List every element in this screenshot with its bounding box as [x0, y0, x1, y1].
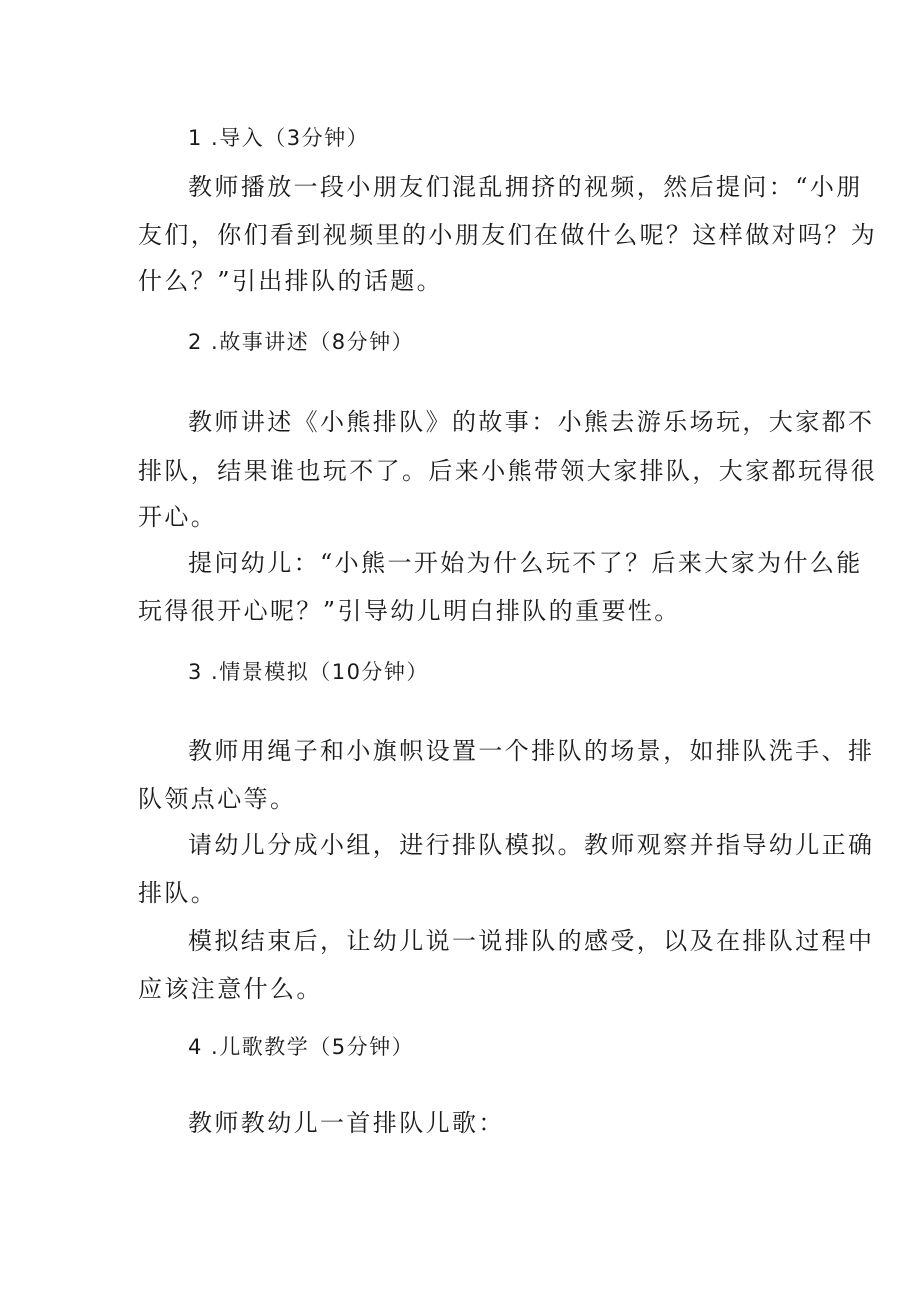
- paragraph-line: 请幼儿分成小组，进行排队模拟。教师观察并指导幼儿正确: [188, 831, 875, 859]
- paragraph-line: 玩得很开心呢？”引导幼儿明白排队的重要性。: [138, 597, 681, 625]
- section-heading: 3 .情景模拟（10分钟）: [188, 660, 429, 684]
- paragraph-line: 教师教幼儿一首排队儿歌：: [188, 1109, 505, 1137]
- paragraph-line: 教师用绳子和小旗帜设置一个排队的场景，如排队洗手、排: [188, 737, 875, 765]
- paragraph-line: 什么？”引出排队的话题。: [138, 267, 444, 295]
- paragraph-line: 提问幼儿：“小熊一开始为什么玩不了？后来大家为什么能: [188, 549, 863, 577]
- section-heading: 4 .儿歌教学（5分钟）: [188, 1035, 415, 1059]
- paragraph-line: 开心。: [138, 503, 218, 531]
- paragraph-line: 队领点心等。: [138, 785, 297, 813]
- paragraph-line: 友们，你们看到视频里的小朋友们在做什么呢？这样做对吗？为: [138, 221, 878, 249]
- paragraph-line: 应该注意什么。: [138, 975, 323, 1003]
- paragraph-line: 教师播放一段小朋友们混乱拥挤的视频，然后提问：“小朋: [188, 173, 863, 201]
- paragraph-line: 排队。: [138, 879, 218, 907]
- section-heading: 1 .导入（3分钟）: [188, 126, 370, 150]
- section-heading: 2 .故事讲述（8分钟）: [188, 330, 415, 354]
- paragraph-line: 模拟结束后，让幼儿说一说排队的感受，以及在排队过程中: [188, 927, 875, 955]
- paragraph-line: 排队，结果谁也玩不了。后来小熊带领大家排队，大家都玩得很: [138, 457, 878, 485]
- paragraph-line: 教师讲述《小熊排队》的故事：小熊去游乐场玩，大家都不: [188, 408, 875, 436]
